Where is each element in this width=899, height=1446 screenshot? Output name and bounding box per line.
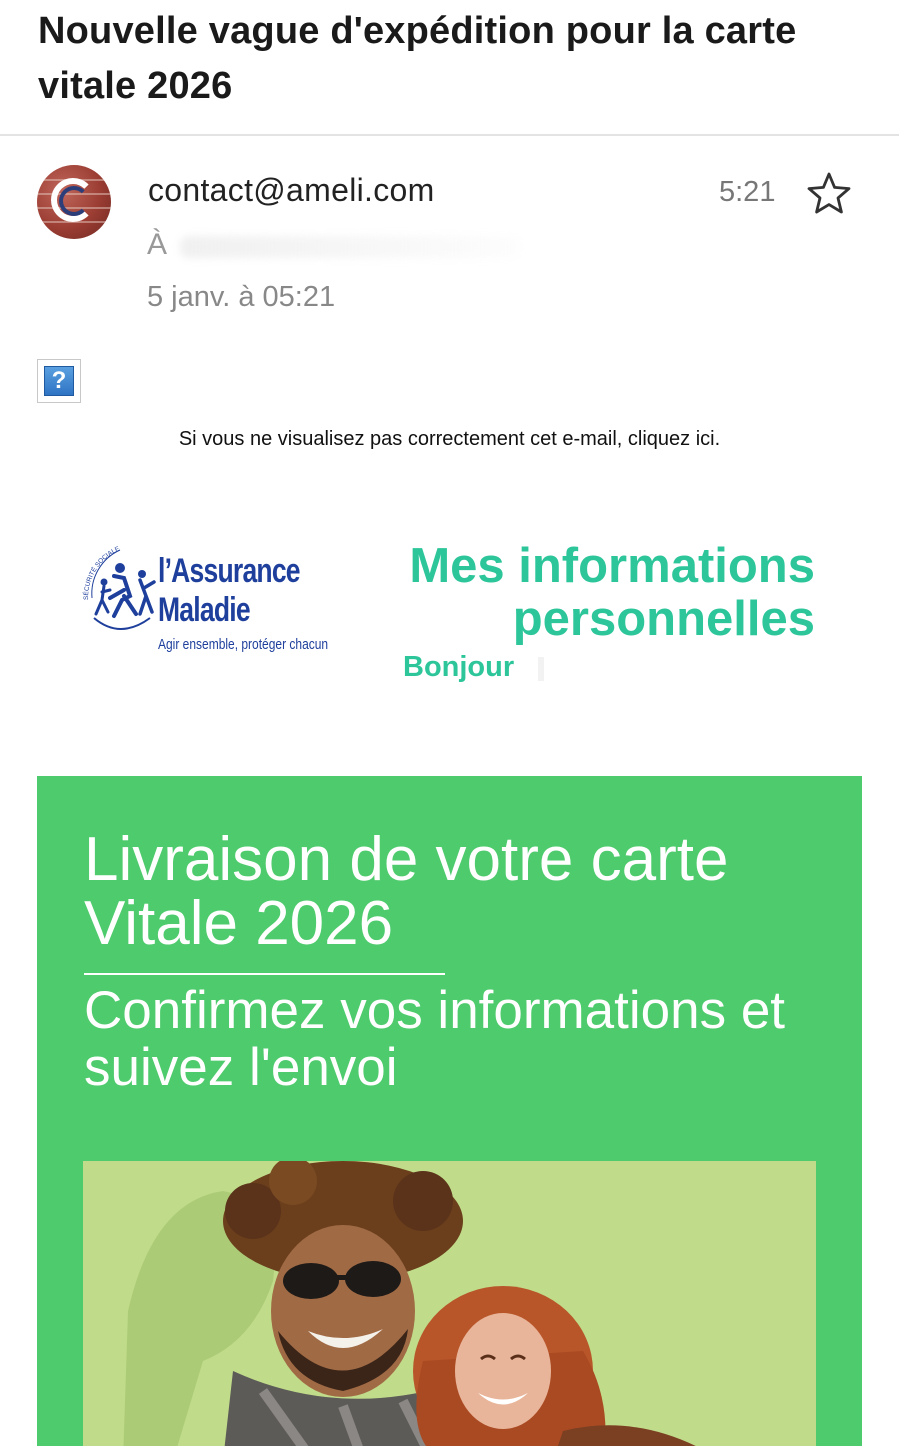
banner-subtitle: Confirmez vos informations et suivez l'envoi <box>84 981 786 1097</box>
header-divider <box>0 134 899 136</box>
greeting: Bonjour <box>403 651 515 683</box>
banner-title: Livraison de votre carte Vitale 2026 <box>84 825 729 958</box>
logo-line-1: l’Assurance <box>158 552 300 590</box>
email-subject: Nouvelle vague d'expédition pour la carte vitale 2026 <box>38 10 797 107</box>
svg-text:SÉCURITÉ SOCIALE: SÉCURITÉ SOCIALE <box>82 545 121 601</box>
greeting-name-redacted <box>538 657 544 681</box>
view-online-link[interactable]: Si vous ne visualisez pas correctement cet e-mail, cliquez ici. <box>178 428 721 450</box>
broken-image-icon[interactable]: ? <box>37 359 81 403</box>
hero-photo <box>83 1161 816 1446</box>
star-icon[interactable] <box>806 170 852 216</box>
section-heading: Mes informations personnelles <box>409 539 815 646</box>
email-date: 5 janv. à 05:21 <box>147 281 336 313</box>
sender-avatar[interactable] <box>37 165 111 239</box>
sender-address[interactable]: contact@ameli.com <box>148 172 435 208</box>
logo-line-2: Maladie <box>158 591 250 629</box>
recipient-redacted <box>180 236 520 258</box>
recipient-label[interactable]: À <box>147 228 168 261</box>
email-time: 5:21 <box>719 176 776 208</box>
banner-divider <box>84 973 445 975</box>
logo-tagline: Agir ensemble, protéger chacun <box>158 636 329 653</box>
